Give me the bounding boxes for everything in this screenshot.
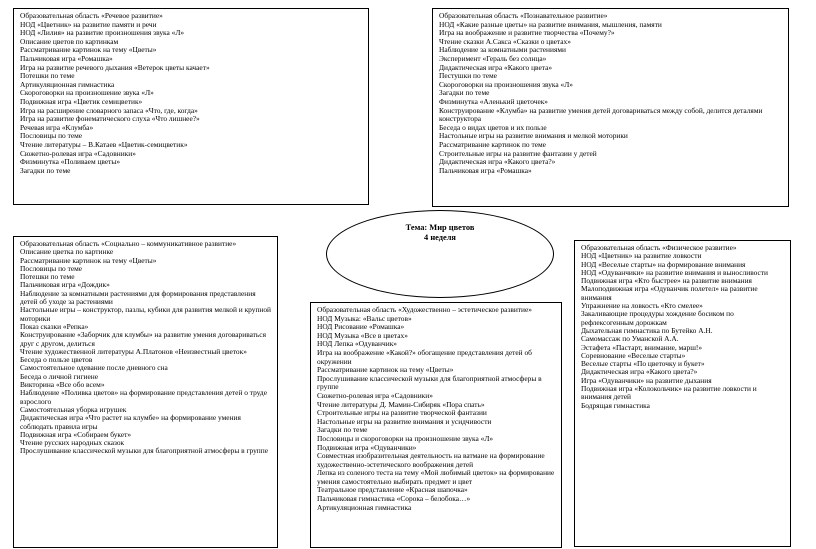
list-item: Описание цветов по картинкам — [20, 36, 119, 46]
list-item: Чтение русских народных сказок — [20, 438, 125, 448]
list-item: Строительные игры на развитие творческой фантазии — [317, 408, 487, 418]
list-item: Самомассаж по Уманской А.А. — [581, 334, 679, 344]
list-item: Скороговорки на произношение звука «Л» — [20, 88, 154, 98]
list-item: Физминутка «Аленький цветочек» — [439, 96, 549, 106]
list-item: Эстафета «Пастарт, внимание, марш!» — [581, 342, 703, 352]
list-item: Рассматривание картинок на тему «Цветы» — [20, 255, 157, 265]
list-item: Беседа о видах цветов и их пользе — [439, 122, 547, 132]
list-item: НОД Музыка: «Вальс цветов» — [317, 313, 412, 323]
list-item: Бодрящая гимнастика — [581, 400, 650, 410]
list-item: Конструирование «Клумба» на развитие умения детей договариваться между собой, делится деталями конструктора — [439, 105, 763, 124]
area-heading: Образовательная область «Физическое развитие» — [581, 243, 737, 252]
list-item: Игра на воображение и развитие творчества «Почему?» — [439, 28, 615, 38]
list-item: НОД «Лилия» на развитие произношения звука «Л» — [20, 28, 185, 38]
list-item: Дидактическая игра «Какого цвета?» — [439, 157, 556, 167]
list-item: Подвижная игра «Одуванчики» — [317, 442, 417, 452]
physical-development-box — [574, 240, 791, 547]
list-item: Загадки по теме — [439, 88, 490, 98]
list-item: Игра на воображение «Какой?» обогащение представления детей об окружении — [317, 347, 532, 366]
list-item: Пословицы и скороговорки на произношение звука «Л» — [317, 433, 494, 443]
list-item: Совместная изобразительная деятельность на ватмане на формирование художественно-эстетического воображения детей — [317, 451, 545, 469]
cognitive-development-box — [432, 8, 789, 207]
list-item: Настольные игры на развитие внимания и усидчивости — [317, 416, 492, 426]
list-item: Подвижная игра «Колокольчик» на развитие ловкости и внимания детей — [581, 384, 757, 402]
list-item: Веселые старты «По цветочку и букет» — [581, 359, 705, 369]
list-item: Самостоятельное одевание после дневного сна — [20, 363, 168, 373]
list-item: Пословицы по теме — [20, 263, 83, 273]
list-item: Пословицы по теме — [20, 131, 83, 141]
list-item: НОД Музыка «Все в цветах» — [317, 330, 408, 340]
speech-development-box — [13, 8, 369, 205]
list-item: Потешки по теме — [20, 272, 75, 282]
list-item: Театральное представление «Красная шапочка» — [317, 485, 468, 495]
list-item: Соревнование «Веселые старты» — [581, 350, 686, 360]
list-item: Чтение литературы – В.Катаев «Цветик-семицветик» — [20, 139, 188, 149]
list-item: Викторина «Все обо всем» — [20, 380, 105, 390]
theme-oval — [326, 210, 554, 298]
list-item: НОД «Веселые старты» на формирование внимания — [581, 259, 746, 269]
list-item: Потешки по теме — [20, 71, 75, 81]
area-heading: Образовательная область «Познавательное развитие» — [439, 11, 608, 20]
list-item: Рассматривание картинок по теме — [439, 139, 546, 149]
list-item: Сюжетно-ролевая игра «Садовники» — [317, 390, 433, 400]
list-item: НОД «Одуванчики» на развитие внимания и выносливости — [581, 267, 768, 277]
theme-title: Тема: Мир цветов — [405, 223, 475, 232]
list-item: Описание цветка по картинке — [20, 247, 114, 257]
list-item: Игра на развитие речевого дыхания «Ветерок цветы качает» — [20, 62, 210, 72]
list-item: Пальчиковая игра «Ромашка» — [20, 53, 113, 63]
list-item: Подвижная игра «Цветик семицветик» — [20, 96, 143, 106]
list-item: Игра на расширение словарного запаса «Что, где, когда» — [20, 105, 198, 115]
list-item: Пальчиковая игра «Дождик» — [20, 280, 110, 290]
area-heading: Образовательная область «Художественно – эстетическое развитие» — [317, 305, 532, 314]
list-item: Показ сказки «Репка» — [20, 321, 89, 331]
list-item: Чтение литературы Д. Мамин-Сибиряк «Пора спать» — [317, 399, 485, 409]
list-item: Пальчиковая гимнастика «Сорока – белобока…» — [317, 494, 471, 504]
list-item: НОД «Цветник» на развитие памяти и речи — [20, 19, 157, 29]
list-item: Пальчиковая игра «Ромашка» — [439, 165, 532, 175]
list-item: НОД «Цветник» на развитие ловкости — [581, 251, 702, 261]
list-item: Упражнение на ловкость «Кто смелее» — [581, 301, 703, 311]
list-item: НОД Рисование «Ромашка» — [317, 322, 405, 332]
list-item: Беседа о пользе цветов — [20, 355, 93, 365]
list-item: Малоподвижная игра «Одуванчик полетел» на развитие внимания — [581, 284, 758, 302]
list-item: Наблюдение за комнатными растениями для формирования представления детей об уходе за растениями — [20, 288, 256, 307]
list-item: Загадки по теме — [20, 165, 71, 175]
list-item: Дыхательная гимнастика по Бутейко А.Н. — [581, 325, 713, 335]
list-item: Чтение художественной литературы А.Платонов «Неизвестный цветок» — [20, 346, 247, 356]
list-item: Дидактическая игра «Что растет на клумбе» на формирование умения соблюдать правила игры — [20, 413, 241, 431]
list-item: Эксперимент «Гераль без солнца» — [439, 53, 547, 63]
list-item: Загадки по теме — [317, 425, 368, 435]
list-item: Артикуляционная гимнастика — [20, 79, 115, 89]
list-item: Сюжетно-ролевая игра «Садовники» — [20, 148, 136, 158]
list-item: Подвижная игра «Кто быстрее» на развитие внимания — [581, 276, 752, 286]
list-item: Прослушивание классической музыки для благоприятной атмосферы в группе — [20, 446, 268, 456]
list-item: Игра на развитие фонематического слуха «Что лишнее?» — [20, 114, 200, 124]
list-item: Речевая игра «Клумба» — [20, 122, 94, 132]
artistic-aesthetic-box — [310, 302, 562, 548]
list-item: НОД Лепка «Одуванчик» — [317, 339, 397, 349]
list-item: Дидактическая игра «Какого цвета?» — [581, 367, 698, 377]
list-item: Наблюдение «Поливка цветов» на формирование представления детей о труде взрослого — [20, 388, 267, 406]
list-item: Рассматривание картинок на тему «Цветы» — [20, 45, 157, 55]
list-item: Артикуляционная гимнастика — [317, 502, 412, 512]
list-item: Настольные игры – конструктор, пазлы, кубики для развития мелкой и крупной моторики — [20, 305, 272, 323]
list-item: Подвижная игра «Собираем букет» — [20, 429, 132, 439]
list-item: Лепка из соленого теста на тему «Мой любимый цветок» на формирование умения самостоятельно выбирать предмет и цвет — [317, 468, 555, 486]
list-item: Дидактическая игра «Какого цвета» — [439, 62, 553, 72]
list-item: Рассматривание картинок на тему «Цветы» — [317, 365, 454, 375]
list-item: Игра «Одуванчики» на развитие дыхания — [581, 375, 712, 385]
list-item: Чтение сказки А.Сакса «Сказки о цветах» — [439, 36, 571, 46]
list-item: Скороговорки на произношения звука «Л» — [439, 79, 573, 89]
list-item: Прослушивание классической музыки для благоприятной атмосферы в группе — [317, 373, 542, 392]
list-item: Настольные игры на развитие внимания и мелкой моторики — [439, 131, 628, 141]
list-item: Наблюдение за комнатными растениями — [439, 45, 566, 55]
list-item: Пестушки по теме — [439, 71, 497, 81]
list-item: НОД «Какие разные цветы» на развитие внимания, мышления, памяти — [439, 19, 662, 29]
list-item: Закаливающие процедуры хождение босиком по рефлексогенным дорожкам — [581, 309, 734, 327]
list-item: Беседа о личной гигиене — [20, 371, 98, 381]
theme-week: 4 неделя — [424, 233, 456, 242]
list-item: Физминутка «Поливаем цветы» — [20, 157, 121, 167]
list-item: Строительные игры на развитие фантазии у детей — [439, 148, 597, 158]
area-heading: Образовательная область «Социально – коммуникативное развитие» — [20, 239, 237, 248]
social-communicative-box — [13, 236, 278, 548]
list-item: Конструирование «Заборчик для клумбы» на развитие умения договариваться друг с другом, делиться — [20, 330, 266, 348]
list-item: Самостоятельная уборка игрушек — [20, 404, 127, 414]
area-heading: Образовательная область «Речевое развитие» — [20, 11, 163, 20]
